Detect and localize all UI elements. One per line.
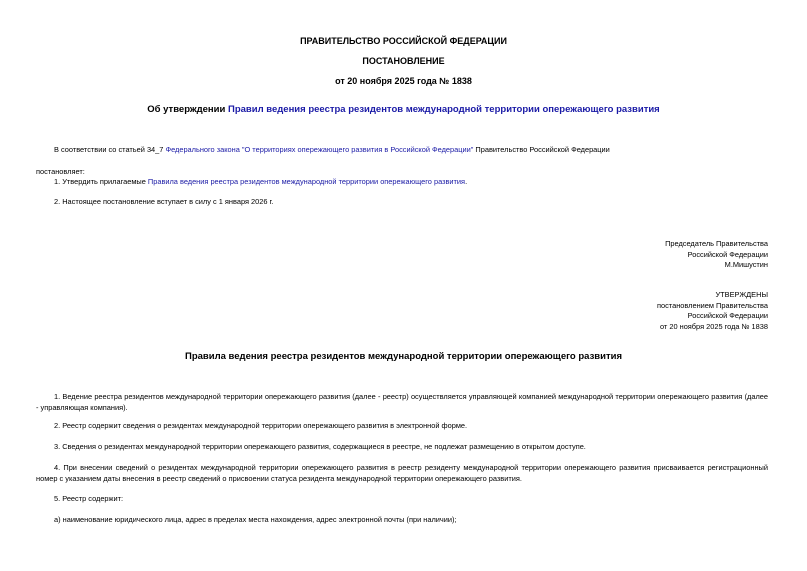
preamble-text-before: В соответствии со статьей 34_7 — [54, 145, 166, 154]
item-2: 2. Настоящее постановление вступает в силу с 1 января 2026 г. — [54, 197, 274, 206]
approval-block — [657, 290, 768, 332]
document-title-prefix: Об утверждении — [147, 104, 228, 115]
item-1-suffix: . — [465, 177, 468, 186]
approval-stamp: УТВЕРЖДЕНЫ — [715, 290, 768, 299]
rules-link[interactable]: Правила ведения реестра резидентов международной территории опережающего развития — [147, 177, 466, 186]
item-1 — [54, 177, 467, 188]
document-date-number: от 20 ноября 2025 года № 1838 — [335, 76, 472, 86]
rules-paragraph-4: 4. При внесении сведений о резидентах международной территории опережающего развития в реестр резиденту международной территории опережающего развития присваивается регистрационный номер с указанием даты внесения в реестр сведений о присвоении статуса резидента международной территории опережающего развития. — [36, 463, 768, 483]
signature-position: Председатель Правительства — [665, 239, 768, 248]
approval-line-4: от 20 ноября 2025 года № 1838 — [659, 321, 768, 331]
rules-paragraph-5: 5. Реестр содержит: — [54, 494, 124, 503]
signature-country: Российской Федерации — [687, 249, 768, 259]
rules-paragraph-3: 3. Сведения о резидентах международной территории опережающего развития, содержащиеся в реестре, не подлежат размещению в открытом доступе. — [54, 442, 586, 451]
rules-title-link[interactable]: Правил ведения реестра резидентов международной территории опережающего развития — [227, 104, 660, 115]
federal-law-link[interactable]: Федерального закона "О территориях опережающего развития в Российской Федерации" — [165, 145, 474, 154]
rules-paragraph-5a: а) наименование юридического лица, адрес в пределах места нахождения, адрес электронной почты (при наличии); — [54, 515, 457, 524]
government-heading: ПРАВИТЕЛЬСТВО РОССИЙСКОЙ ФЕДЕРАЦИИ — [300, 36, 507, 46]
rules-paragraph-2: 2. Реестр содержит сведения о резидентах международной территории опережающего развития в электронной форме. — [54, 421, 468, 430]
document-title — [0, 104, 807, 115]
resolves-text: постановляет: — [36, 167, 85, 176]
signature-name: М.Мишустин — [724, 260, 768, 269]
document-type-heading: ПОСТАНОВЛЕНИЕ — [362, 56, 445, 66]
rules-paragraph-1: 1. Ведение реестра резидентов международной территории опережающего развития (далее - реестр) осуществляется управляющей компанией международной территории опережающего развития (далее - управляющая компания). — [36, 392, 768, 412]
rules-title: Правила ведения реестра резидентов международной территории опережающего развития — [184, 351, 623, 362]
preamble — [54, 145, 610, 156]
item-1-prefix: 1. Утвердить прилагаемые — [54, 177, 148, 186]
approval-line-3: Российской Федерации — [687, 311, 768, 320]
signature-block — [665, 239, 768, 271]
approval-line-2: постановлением Правительства — [657, 300, 768, 310]
preamble-text-after: Правительство Российской Федерации — [473, 145, 610, 154]
